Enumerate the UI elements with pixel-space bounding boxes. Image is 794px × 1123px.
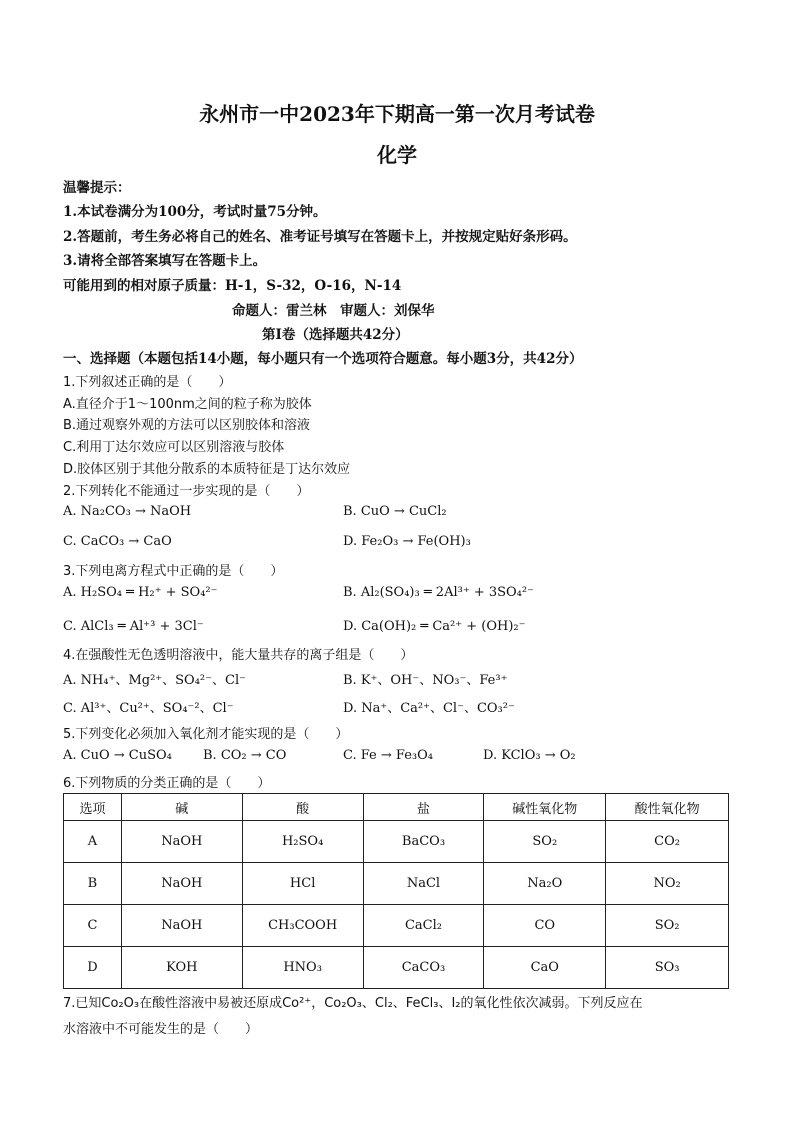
table-row [64, 863, 729, 905]
question-2-stem: 2.下列转化不能通过一步实现的是（ ） [63, 484, 310, 499]
question-4-stem: 4.在强酸性无色透明溶液中，能大量共存的离子组是（ ） [63, 648, 414, 663]
question-1-option-d: D.胶体区别于其他分散系的本质特征是丁达尔效应 [63, 462, 351, 477]
section-heading: 一、选择题（本题包括14小题，每小题只有一个选项符合题意。每小题3分，共42分） [63, 351, 583, 367]
question-4-option-c: C. Al³⁺、Cu²⁺、SO₄⁻²、Cl⁻ [63, 701, 234, 716]
table-cell: C [64, 905, 122, 947]
question-2-option-b: B. CuO → CuCl₂ [343, 504, 447, 519]
table-row [64, 905, 729, 947]
question-5-option-a: A. CuO → CuSO₄ [63, 748, 172, 763]
question-3-option-a: A. H₂SO₄ ═ H₂⁺ + SO₄²⁻ [63, 585, 218, 600]
question-3-option-b: B. Al₂(SO₄)₃ ═ 2Al³⁺ + 3SO₄²⁻ [343, 585, 534, 600]
table-cell: Na₂O [484, 863, 606, 905]
table-cell: A [64, 821, 122, 863]
question-3-option-d: D. Ca(OH)₂ ═ Ca²⁺ + (OH)₂⁻ [343, 619, 526, 634]
table-cell: SO₂ [484, 821, 606, 863]
volume-heading: 第Ⅰ卷（选择题共42分） [262, 327, 409, 343]
table-header-cell: 碱性氧化物 [484, 794, 606, 821]
exam-title: 永州市一中2023年下期高一第一次月考试卷 [199, 102, 595, 126]
question-4-option-b: B. K⁺、OH⁻、NO₃⁻、Fe³⁺ [343, 673, 508, 688]
question-5-option-d: D. KClO₃ → O₂ [483, 748, 576, 763]
table-row [64, 821, 729, 863]
question-5-stem: 5.下列变化必须加入氧化剂才能实现的是（ ） [63, 727, 349, 742]
question-3-option-c: C. AlCl₃ ═ Al⁺³ + 3Cl⁻ [63, 619, 204, 634]
table-cell: NaOH [121, 821, 242, 863]
question-1-option-c: C.利用丁达尔效应可以区别溶液与胶体 [63, 440, 285, 455]
table-header-cell: 盐 [363, 794, 484, 821]
question-4-option-a: A. NH₄⁺、Mg²⁺、SO₄²⁻、Cl⁻ [63, 673, 246, 688]
question-2-option-a: A. Na₂CO₃ → NaOH [63, 504, 192, 519]
tip-item-1: 1.本试卷满分为100分，考试时量75分钟。 [63, 204, 327, 220]
table-cell: NaCl [363, 863, 484, 905]
question-7-line-1: 7.已知Co₂O₃在酸性溶液中易被还原成Co²⁺，Co₂O₃、Cl₂、FeCl₃、I₂的氧化性依次减弱。下列反应在 [63, 996, 643, 1011]
table-cell: B [64, 863, 122, 905]
table-header-cell: 碱 [121, 794, 242, 821]
tip-item-3: 3.请将全部答案填写在答题卡上。 [63, 253, 267, 269]
table-header-row [64, 794, 729, 821]
authors-line: 命题人：雷兰林 审题人：刘保华 [232, 303, 435, 319]
table-cell: H₂SO₄ [242, 821, 363, 863]
table-cell: NO₂ [606, 863, 729, 905]
table-cell: SO₃ [606, 947, 729, 989]
table-cell: CaO [484, 947, 606, 989]
table-cell: HNO₃ [242, 947, 363, 989]
table-cell: NaOH [121, 905, 242, 947]
table-cell: CaCl₂ [363, 905, 484, 947]
question-3-stem: 3.下列电离方程式中正确的是（ ） [63, 564, 284, 579]
table-cell: BaCO₃ [363, 821, 484, 863]
question-1-option-b: B.通过观察外观的方法可以区别胶体和溶液 [63, 418, 311, 433]
question-1-stem: 1.下列叙述正确的是（ ） [63, 375, 232, 390]
table-header-cell: 选项 [64, 794, 122, 821]
table-cell: CO [484, 905, 606, 947]
question-7-line-2: 水溶液中不可能发生的是（ ） [63, 1022, 259, 1037]
atomic-mass-line: 可能用到的相对原子质量：H-1，S-32，O-16，N-14 [63, 278, 402, 294]
question-4-option-d: D. Na⁺、Ca²⁺、Cl⁻、CO₃²⁻ [343, 701, 515, 716]
classification-table [63, 793, 729, 989]
table-cell: KOH [121, 947, 242, 989]
table-header-cell: 酸性氧化物 [606, 794, 729, 821]
table-cell: NaOH [121, 863, 242, 905]
table-cell: CaCO₃ [363, 947, 484, 989]
table-cell: CO₂ [606, 821, 729, 863]
question-5-option-c: C. Fe → Fe₃O₄ [343, 748, 433, 763]
tips-heading: 温馨提示： [63, 180, 131, 196]
table-cell: SO₂ [606, 905, 729, 947]
table-row [64, 947, 729, 989]
table-cell: HCl [242, 863, 363, 905]
table-cell: D [64, 947, 122, 989]
question-6-stem: 6.下列物质的分类正确的是（ ） [63, 776, 271, 791]
question-5-option-b: B. CO₂ → CO [203, 748, 287, 763]
subject-title: 化学 [377, 143, 417, 167]
table-cell: CH₃COOH [242, 905, 363, 947]
tip-item-2: 2.答题前，考生务必将自己的姓名、准考证号填写在答题卡上，并按规定贴好条形码。 [63, 229, 577, 245]
table-header-cell: 酸 [242, 794, 363, 821]
question-1-option-a: A.直径介于1～100nm之间的粒子称为胶体 [63, 397, 312, 412]
question-2-option-c: C. CaCO₃ → CaO [63, 534, 172, 549]
question-2-option-d: D. Fe₂O₃ → Fe(OH)₃ [343, 534, 471, 549]
